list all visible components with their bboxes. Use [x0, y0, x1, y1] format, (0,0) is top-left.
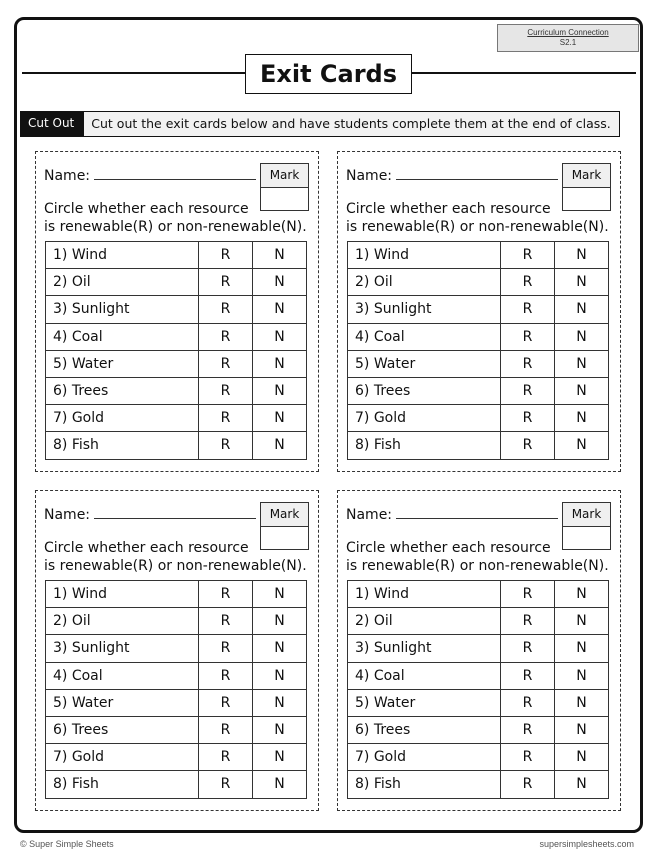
resource-name: 6) Trees: [348, 377, 501, 404]
name-row: [44, 507, 256, 523]
table-row: [46, 662, 307, 689]
non-renewable-option[interactable]: N: [555, 323, 609, 350]
table-row: [348, 296, 609, 323]
renewable-option[interactable]: R: [199, 608, 253, 635]
name-line[interactable]: [94, 168, 256, 180]
renewable-option[interactable]: R: [501, 269, 555, 296]
card-prompt: [346, 539, 618, 575]
table-row: [348, 662, 609, 689]
table-row: [46, 323, 307, 350]
card-prompt: [346, 200, 618, 236]
mark-label: Mark: [261, 164, 308, 188]
instruction-bar: [20, 111, 620, 137]
resource-name: 3) Sunlight: [348, 635, 501, 662]
resource-name: 1) Wind: [348, 581, 501, 608]
resource-table: [347, 580, 609, 799]
resource-table: [45, 580, 307, 799]
renewable-option[interactable]: R: [501, 581, 555, 608]
card-prompt: [44, 200, 316, 236]
resource-name: 6) Trees: [46, 716, 199, 743]
non-renewable-option[interactable]: N: [555, 689, 609, 716]
renewable-option[interactable]: R: [199, 716, 253, 743]
name-row: [346, 507, 558, 523]
table-row: [46, 608, 307, 635]
resource-name: 7) Gold: [348, 744, 501, 771]
table-row: [46, 716, 307, 743]
name-line[interactable]: [94, 507, 256, 519]
resource-name: 7) Gold: [46, 744, 199, 771]
table-row: [46, 377, 307, 404]
resource-name: 6) Trees: [348, 716, 501, 743]
footer-copyright: © Super Simple Sheets: [20, 839, 114, 849]
card-prompt: [44, 539, 316, 575]
non-renewable-option[interactable]: N: [253, 432, 307, 459]
table-row: [348, 377, 609, 404]
name-row: [346, 168, 558, 184]
name-line[interactable]: [396, 507, 558, 519]
resource-name: 8) Fish: [348, 432, 501, 459]
renewable-option[interactable]: R: [199, 377, 253, 404]
resource-name: 4) Coal: [348, 323, 501, 350]
cut-out-tag: Cut Out: [21, 112, 83, 136]
table-row: [348, 771, 609, 798]
name-row: [44, 168, 256, 184]
renewable-option[interactable]: R: [501, 432, 555, 459]
exit-card-4: [337, 490, 621, 811]
exit-card-3: [35, 490, 319, 811]
non-renewable-option[interactable]: N: [253, 689, 307, 716]
renewable-option[interactable]: R: [199, 350, 253, 377]
renewable-option[interactable]: R: [501, 689, 555, 716]
non-renewable-option[interactable]: N: [253, 608, 307, 635]
non-renewable-option[interactable]: N: [253, 635, 307, 662]
renewable-option[interactable]: R: [501, 350, 555, 377]
non-renewable-option[interactable]: N: [253, 405, 307, 432]
renewable-option[interactable]: R: [199, 269, 253, 296]
prompt-line-2: is renewable(R) or non-renewable(N).: [44, 558, 307, 574]
renewable-option[interactable]: R: [199, 744, 253, 771]
non-renewable-option[interactable]: N: [253, 323, 307, 350]
table-row: [348, 608, 609, 635]
non-renewable-option[interactable]: N: [555, 242, 609, 269]
renewable-option[interactable]: R: [199, 689, 253, 716]
name-label: Name:: [44, 507, 91, 523]
table-row: [46, 269, 307, 296]
resource-name: 7) Gold: [348, 405, 501, 432]
table-row: [46, 405, 307, 432]
mark-label: Mark: [261, 503, 308, 527]
mark-label: Mark: [563, 503, 610, 527]
prompt-line-2: is renewable(R) or non-renewable(N).: [346, 219, 609, 235]
non-renewable-option[interactable]: N: [253, 581, 307, 608]
non-renewable-option[interactable]: N: [253, 744, 307, 771]
non-renewable-option[interactable]: N: [253, 269, 307, 296]
table-row: [348, 242, 609, 269]
curriculum-code: S2.1: [559, 38, 577, 47]
renewable-option[interactable]: R: [501, 377, 555, 404]
non-renewable-option[interactable]: N: [253, 771, 307, 798]
resource-name: 4) Coal: [46, 662, 199, 689]
table-row: [348, 269, 609, 296]
non-renewable-option[interactable]: N: [253, 350, 307, 377]
page-title: Exit Cards: [245, 54, 412, 94]
non-renewable-option[interactable]: N: [555, 581, 609, 608]
table-row: [348, 689, 609, 716]
non-renewable-option[interactable]: N: [253, 716, 307, 743]
prompt-line-1: Circle whether each resource: [44, 540, 249, 556]
resource-table: [45, 241, 307, 460]
renewable-option[interactable]: R: [199, 662, 253, 689]
table-row: [348, 716, 609, 743]
non-renewable-option[interactable]: N: [555, 744, 609, 771]
renewable-option[interactable]: R: [199, 405, 253, 432]
resource-name: 5) Water: [46, 350, 199, 377]
prompt-line-1: Circle whether each resource: [44, 201, 249, 217]
non-renewable-option[interactable]: N: [253, 242, 307, 269]
prompt-line-1: Circle whether each resource: [346, 540, 551, 556]
table-row: [46, 635, 307, 662]
renewable-option[interactable]: R: [501, 323, 555, 350]
table-row: [348, 581, 609, 608]
curriculum-connection-link[interactable]: Curriculum Connection: [527, 28, 609, 37]
table-row: [348, 405, 609, 432]
renewable-option[interactable]: R: [199, 635, 253, 662]
renewable-option[interactable]: R: [501, 608, 555, 635]
resource-name: 8) Fish: [46, 432, 199, 459]
resource-name: 3) Sunlight: [348, 296, 501, 323]
renewable-option[interactable]: R: [501, 635, 555, 662]
renewable-option[interactable]: R: [501, 771, 555, 798]
renewable-option[interactable]: R: [501, 662, 555, 689]
renewable-option[interactable]: R: [199, 242, 253, 269]
resource-name: 1) Wind: [348, 242, 501, 269]
non-renewable-option[interactable]: N: [555, 377, 609, 404]
resource-name: 2) Oil: [348, 608, 501, 635]
resource-name: 3) Sunlight: [46, 635, 199, 662]
resource-name: 1) Wind: [46, 242, 199, 269]
footer-website[interactable]: supersimplesheets.com: [539, 839, 634, 849]
non-renewable-option[interactable]: N: [555, 635, 609, 662]
resource-name: 8) Fish: [46, 771, 199, 798]
renewable-option[interactable]: R: [199, 296, 253, 323]
resource-name: 8) Fish: [348, 771, 501, 798]
table-row: [348, 323, 609, 350]
table-row: [348, 432, 609, 459]
table-row: [46, 771, 307, 798]
table-row: [46, 242, 307, 269]
resource-name: 2) Oil: [46, 608, 199, 635]
resource-table: [347, 241, 609, 460]
renewable-option[interactable]: R: [501, 296, 555, 323]
curriculum-connection-box: [497, 24, 639, 52]
prompt-line-2: is renewable(R) or non-renewable(N).: [346, 558, 609, 574]
renewable-option[interactable]: R: [501, 744, 555, 771]
resource-name: 5) Water: [348, 689, 501, 716]
resource-name: 2) Oil: [46, 269, 199, 296]
non-renewable-option[interactable]: N: [555, 405, 609, 432]
resource-name: 7) Gold: [46, 405, 199, 432]
renewable-option[interactable]: R: [199, 581, 253, 608]
non-renewable-option[interactable]: N: [555, 269, 609, 296]
exit-card-2: [337, 151, 621, 472]
resource-name: 4) Coal: [348, 662, 501, 689]
table-row: [348, 635, 609, 662]
non-renewable-option[interactable]: N: [555, 350, 609, 377]
mark-label: Mark: [563, 164, 610, 188]
resource-name: 3) Sunlight: [46, 296, 199, 323]
name-line[interactable]: [396, 168, 558, 180]
renewable-option[interactable]: R: [501, 242, 555, 269]
non-renewable-option[interactable]: N: [253, 296, 307, 323]
table-row: [348, 744, 609, 771]
resource-name: 6) Trees: [46, 377, 199, 404]
non-renewable-option[interactable]: N: [253, 662, 307, 689]
prompt-line-1: Circle whether each resource: [346, 201, 551, 217]
non-renewable-option[interactable]: N: [253, 377, 307, 404]
renewable-option[interactable]: R: [199, 771, 253, 798]
table-row: [46, 296, 307, 323]
renewable-option[interactable]: R: [199, 432, 253, 459]
resource-name: 4) Coal: [46, 323, 199, 350]
exit-card-1: [35, 151, 319, 472]
table-row: [348, 350, 609, 377]
non-renewable-option[interactable]: N: [555, 716, 609, 743]
renewable-option[interactable]: R: [199, 323, 253, 350]
table-row: [46, 350, 307, 377]
table-row: [46, 432, 307, 459]
renewable-option[interactable]: R: [501, 405, 555, 432]
non-renewable-option[interactable]: N: [555, 432, 609, 459]
table-row: [46, 744, 307, 771]
resource-name: 2) Oil: [348, 269, 501, 296]
non-renewable-option[interactable]: N: [555, 662, 609, 689]
name-label: Name:: [346, 168, 393, 184]
resource-name: 5) Water: [348, 350, 501, 377]
instruction-text: Cut out the exit cards below and have students complete them at the end of class.: [83, 112, 619, 136]
name-label: Name:: [346, 507, 393, 523]
table-row: [46, 581, 307, 608]
non-renewable-option[interactable]: N: [555, 608, 609, 635]
resource-name: 1) Wind: [46, 581, 199, 608]
table-row: [46, 689, 307, 716]
prompt-line-2: is renewable(R) or non-renewable(N).: [44, 219, 307, 235]
resource-name: 5) Water: [46, 689, 199, 716]
non-renewable-option[interactable]: N: [555, 771, 609, 798]
non-renewable-option[interactable]: N: [555, 296, 609, 323]
renewable-option[interactable]: R: [501, 716, 555, 743]
name-label: Name:: [44, 168, 91, 184]
